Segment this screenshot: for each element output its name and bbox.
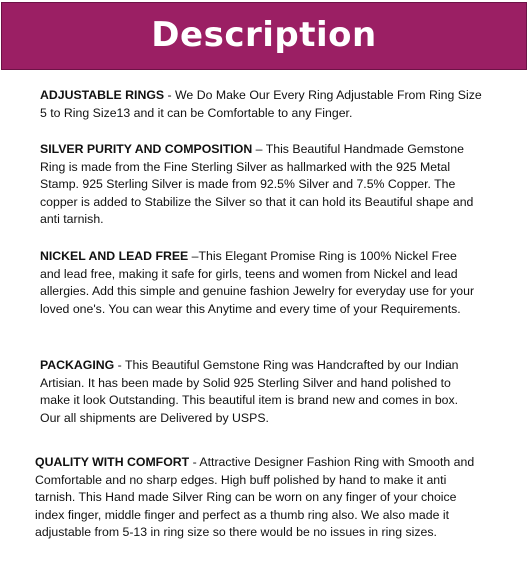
page-title: Description [151,15,377,55]
section-heading: ADJUSTABLE RINGS [40,88,165,102]
section-nickel-lead-free [40,248,480,318]
section-body: –This Elegant Promise Ring is 100% Nickel Free and lead free, making it safe for girls, teens and women from Nickel and lead allergies. Add this simple and genuine fashion Jewelry for everyday use for your loved one's. You can wear this Anytime and every time of your Requirements. [40,249,475,316]
section-body: - Attractive Designer Fashion Ring with Smooth and Comfortable and no sharp edges. High buff polished by hand to make it anti tarnish. This Hand made Silver Ring can be worn on any finger of your choice index finger, middle finger and perfect as a thumb ring also. We also made it adjustable from 5-13 in ring size so there would be no issues in ring sizes. [35,455,475,539]
section-heading: QUALITY WITH COMFORT [35,455,190,469]
section-heading: PACKAGING [40,358,115,372]
section-body: - This Beautiful Gemstone Ring was Handcrafted by our Indian Artisian. It has been made by Solid 925 Sterling Silver and hand polished to make it look Outstanding. This beautiful item is brand new and comes in box. Our all shipments are Delivered by USPS. [40,358,459,425]
section-body: - We Do Make Our Every Ring Adjustable From Ring Size 5 to Ring Size13 and it can be Comfortable to any Finger. [40,88,482,120]
section-silver-purity [40,141,484,229]
section-body: – This Beautiful Handmade Gemstone Ring is made from the Fine Sterling Silver as hallmarked with the 925 Metal Stamp. 925 Sterling Silver is made from 92.5% Silver and 7.5% Copper. The copper is added to Stabilize the Silver so that it can hold its Beautiful shape and anti tarnish. [40,142,474,226]
description-header-banner [1,2,527,70]
section-packaging [40,357,470,427]
section-heading: NICKEL AND LEAD FREE [40,249,189,263]
section-quality-comfort [35,454,485,542]
section-adjustable-rings [40,87,488,122]
section-heading: SILVER PURITY AND COMPOSITION [40,142,253,156]
